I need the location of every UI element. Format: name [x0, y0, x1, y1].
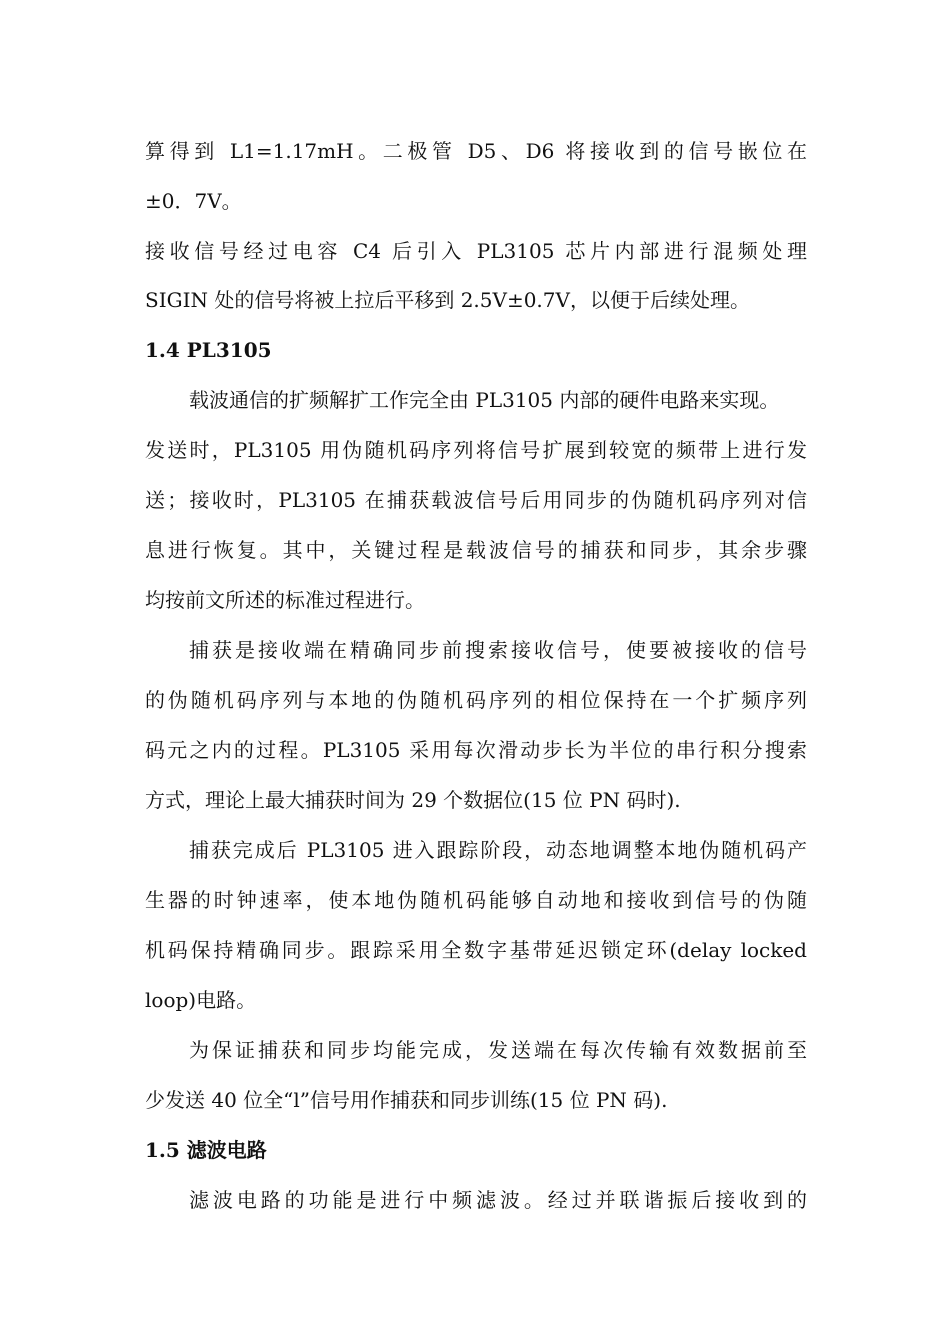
text-line: 发送时，PL3105 用伪随机码序列将信号扩展到较宽的频带上进行发: [145, 438, 807, 462]
text-line: 捕获完成后 PL3105 进入跟踪阶段，动态地调整本地伪随机码产: [189, 838, 807, 862]
text-line: 息进行恢复。其中，关键过程是载波信号的捕获和同步，其余步骤: [145, 538, 807, 562]
text-line: 为保证捕获和同步均能完成，发送端在每次传输有效数据前至: [189, 1038, 807, 1062]
section-heading-1-5: 1.5 滤波电路: [145, 1138, 267, 1162]
text-line: 滤波电路的功能是进行中频滤波。经过并联谐振后接收到的: [189, 1188, 807, 1212]
text-line: 生器的时钟速率，使本地伪随机码能够自动地和接收到信号的伪随: [145, 888, 807, 912]
text-line: 算得到 L1=1.17mH。二极管 D5、D6 将接收到的信号嵌位在: [145, 139, 807, 163]
text-line: SIGIN 处的信号将被上拉后平移到 2.5V±0.7V，以便于后续处理。: [145, 288, 750, 312]
text-line: 载波通信的扩频解扩工作完全由 PL3105 内部的硬件电路来实现。: [189, 388, 780, 412]
section-heading-1-4: 1.4 PL3105: [145, 338, 272, 362]
text-line: 少发送 40 位全“l”信号用作捕获和同步训练(15 位 PN 码).: [145, 1088, 668, 1112]
text-line: loop)电路。: [145, 988, 257, 1012]
text-line: 接收信号经过电容 C4 后引入 PL3105 芯片内部进行混频处理: [145, 239, 807, 263]
text-line: 码元之内的过程。PL3105 采用每次滑动步长为半位的串行积分搜索: [145, 738, 807, 762]
text-line: 送；接收时，PL3105 在捕获载波信号后用同步的伪随机码序列对信: [145, 488, 807, 512]
text-line: 机码保持精确同步。跟踪采用全数字基带延迟锁定环(delay locked: [145, 938, 807, 962]
text-line: 方式，理论上最大捕获时间为 29 个数据位(15 位 PN 码时).: [145, 788, 681, 812]
text-line: 的伪随机码序列与本地的伪随机码序列的相位保持在一个扩频序列: [145, 688, 807, 712]
text-line: 均按前文所述的标准过程进行。: [145, 588, 425, 612]
text-line: ±0．7V。: [145, 189, 242, 213]
text-line: 捕获是接收端在精确同步前搜索接收信号，使要被接收的信号: [189, 638, 807, 662]
